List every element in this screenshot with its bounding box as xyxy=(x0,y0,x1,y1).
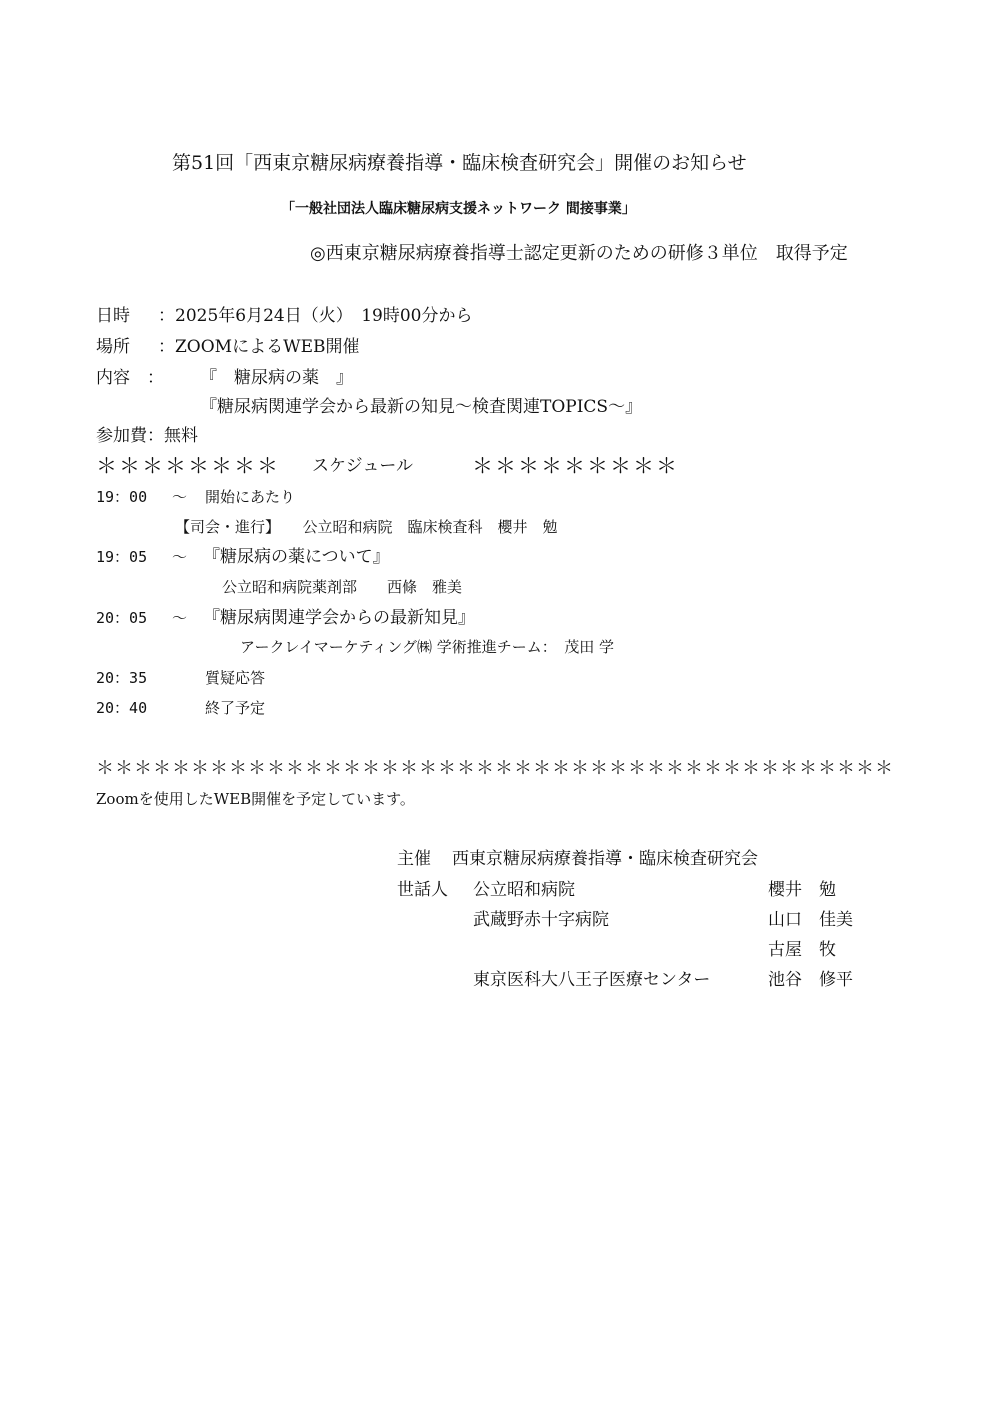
place-value: ：ZOOMによるWEB開催 xyxy=(158,337,360,357)
staff-org: 公立昭和病院 xyxy=(473,880,575,900)
schedule-tilde: ～ xyxy=(172,488,188,506)
schedule-stars-left: ＊＊＊＊＊＊＊＊ xyxy=(96,454,280,478)
schedule-title: 『糖尿病の薬について』 xyxy=(203,547,390,567)
schedule-time: 19：05 xyxy=(96,548,148,566)
host-label: 主催 xyxy=(397,849,431,869)
place-label: 場所 xyxy=(96,337,130,357)
schedule-title: 『糖尿病関連学会からの最新知見』 xyxy=(203,608,475,628)
staff-label: 世話人 xyxy=(397,880,448,900)
fee: 参加費：無料 xyxy=(96,426,198,446)
schedule-title: 終了予定 xyxy=(205,699,266,717)
schedule-tilde: ～ xyxy=(172,609,188,627)
datetime-value: ：2025年6月24日（火） 19時00分から xyxy=(158,306,473,326)
divider-stars: ＊＊＊＊＊＊＊＊＊＊＊＊＊＊＊＊＊＊＊＊＊＊＊＊＊＊＊＊＊＊＊＊＊＊＊＊＊＊＊＊＊＊ xyxy=(96,758,894,779)
staff-name: 池谷 修平 xyxy=(768,970,853,990)
schedule-title: 開始にあたり xyxy=(205,488,296,506)
credit-note: ◎西東京糖尿病療養指導士認定更新のための研修３単位 取得予定 xyxy=(310,243,848,264)
staff-name: 古屋 牧 xyxy=(768,940,836,960)
schedule-tilde: ～ xyxy=(172,548,188,566)
staff-org: 武蔵野赤十字病院 xyxy=(473,910,609,930)
schedule-title: 質疑応答 xyxy=(205,669,266,687)
page-title: 第51回「西東京糖尿病療養指導・臨床検査研究会」開催のお知らせ xyxy=(172,152,747,174)
schedule-heading: スケジュール xyxy=(312,456,413,476)
schedule-detail: 公立昭和病院薬剤部 西條 雅美 xyxy=(222,578,463,596)
datetime-label: 日時 xyxy=(96,306,130,326)
content-line-1: 『 糖尿病の薬 』 xyxy=(200,368,353,388)
schedule-time: 20：05 xyxy=(96,609,148,627)
zoom-note: Zoomを使用したWEB開催を予定しています。 xyxy=(96,790,415,808)
schedule-stars-right: ＊＊＊＊＊＊＊＊＊ xyxy=(472,454,679,478)
staff-org: 東京医科大八王子医療センター xyxy=(473,970,711,990)
schedule-detail: アークレイマーケティング㈱ 学術推進チーム： 茂田 学 xyxy=(240,638,615,656)
schedule-time: 20：35 xyxy=(96,669,148,687)
schedule-time: 20：40 xyxy=(96,699,148,717)
content-line-2: 『糖尿病関連学会から最新の知見～検査関連TOPICS～』 xyxy=(200,397,643,417)
staff-name: 山口 佳美 xyxy=(768,910,853,930)
schedule-detail: 【司会・進行】 公立昭和病院 臨床検査科 櫻井 勉 xyxy=(175,518,558,536)
subtitle: 「一般社団法人臨床糖尿病支援ネットワーク 間接事業」 xyxy=(281,201,636,217)
staff-name: 櫻井 勉 xyxy=(768,880,836,900)
host-name: 西東京糖尿病療養指導・臨床検査研究会 xyxy=(452,849,758,869)
schedule-time: 19：00 xyxy=(96,488,148,506)
content-label: 内容 ： xyxy=(96,368,164,388)
